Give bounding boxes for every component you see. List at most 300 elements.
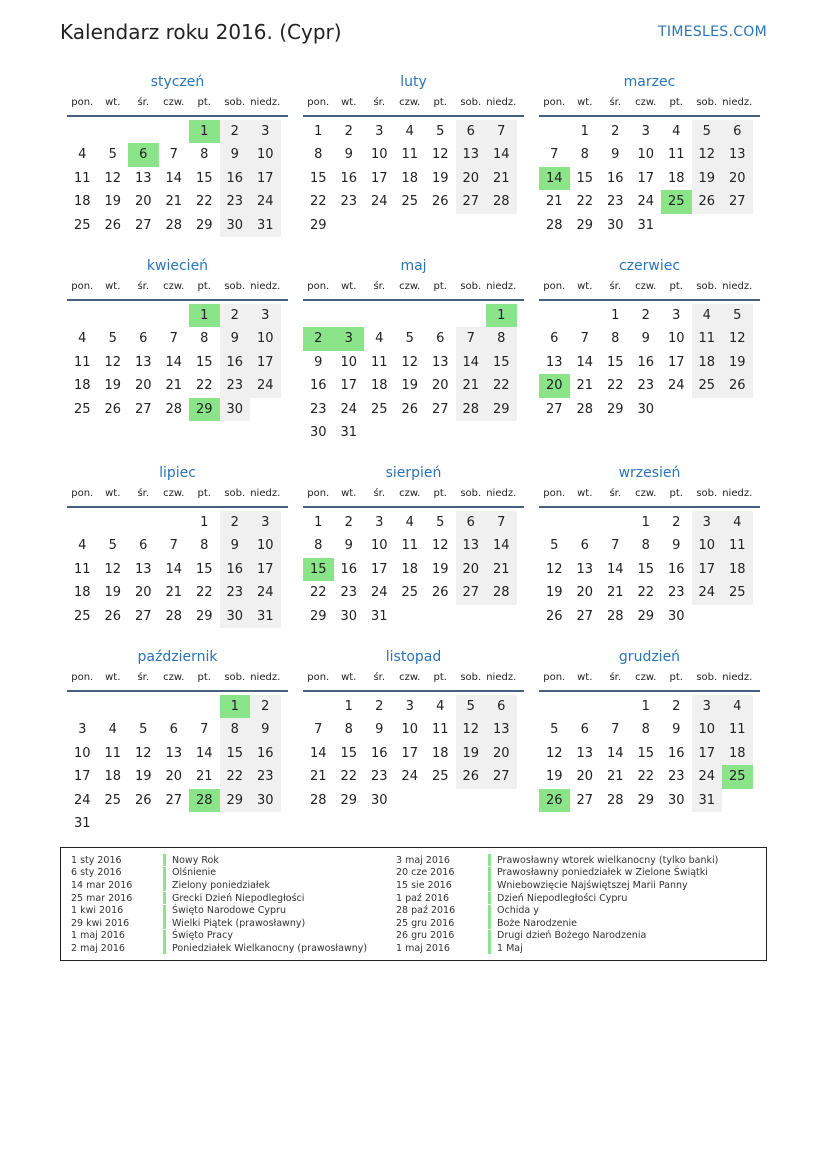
day-cell: 4 xyxy=(405,515,414,530)
day-cell: 8 xyxy=(200,331,209,347)
holiday-name: Wielki Piątek (prawosławny) xyxy=(172,917,306,929)
holiday-name: Wniebowzięcie Najświętszej Marii Panny xyxy=(497,879,688,891)
day-cell: 5 xyxy=(436,515,445,530)
day-cell: 9 xyxy=(220,143,251,166)
legend-row xyxy=(71,942,367,955)
day-cell: 22 xyxy=(195,378,213,394)
legend-row xyxy=(396,892,718,905)
day-cell: 10 xyxy=(667,331,685,347)
holiday-name: Drugi dzień Bożego Narodzenia xyxy=(497,930,647,942)
weekday-label: pon. xyxy=(71,672,94,683)
month-calendar xyxy=(539,463,760,628)
day-cell: 16 xyxy=(667,561,685,577)
day-cell: 11 xyxy=(401,538,419,554)
day-cell: 6 xyxy=(456,120,487,143)
day-cell: 11 xyxy=(431,722,449,738)
day-cell: 10 xyxy=(692,718,723,741)
day-cell: 14 xyxy=(576,354,594,370)
day-cell: 26 xyxy=(431,585,449,601)
day-cell: 27 xyxy=(456,190,487,213)
day-cell: 22 xyxy=(340,769,358,785)
day-cell: 23 xyxy=(309,401,327,417)
day-cell: 20 xyxy=(576,769,594,785)
empty-cell xyxy=(364,304,395,327)
day-cell: 13 xyxy=(165,745,183,761)
day-cell: 31 xyxy=(637,217,655,233)
weekday-label: pon. xyxy=(71,281,94,292)
day-cell: 18 xyxy=(722,742,753,765)
day-cell: 11 xyxy=(73,354,91,370)
day-cell: 29 xyxy=(220,789,251,812)
day-cell: 17 xyxy=(401,745,419,761)
day-cell: 28 xyxy=(606,608,624,624)
day-cell: 8 xyxy=(580,147,589,163)
holiday-name: Poniedziałek Wielkanocny (prawosławny) xyxy=(172,942,368,954)
day-cell: 1 xyxy=(344,699,353,714)
day-cell: 18 xyxy=(73,585,91,601)
legend-column-left xyxy=(71,854,367,955)
day-cell: 27 xyxy=(722,190,753,213)
day-cell: 24 xyxy=(250,190,281,213)
weekday-label: niedz. xyxy=(486,97,517,108)
day-cell: 4 xyxy=(436,699,445,714)
day-cell: 14 xyxy=(606,561,624,577)
weekday-label: czw. xyxy=(399,672,421,683)
day-cell: 14 xyxy=(606,745,624,761)
holiday-marker xyxy=(163,879,166,891)
day-cell: 7 xyxy=(169,147,178,163)
day-cell: 30 xyxy=(340,608,358,624)
weekday-label: niedz. xyxy=(486,281,517,292)
holiday-name: Prawosławny wtorek wielkanocny (tylko banki) xyxy=(497,854,719,866)
weekday-label: sob. xyxy=(224,672,246,683)
day-cell: 13 xyxy=(134,354,152,370)
day-cell: 21 xyxy=(606,769,624,785)
weekday-label: śr. xyxy=(373,97,386,108)
empty-cell xyxy=(570,304,601,327)
day-cell: 31 xyxy=(340,424,358,440)
weekday-label: pt. xyxy=(197,281,211,292)
month-calendar xyxy=(67,647,288,835)
day-cell: 5 xyxy=(550,722,559,738)
day-cell: 10 xyxy=(692,534,723,557)
legend-row xyxy=(71,930,367,943)
weekday-header xyxy=(303,487,524,508)
day-cell: 3 xyxy=(692,695,723,718)
empty-cell xyxy=(456,304,487,327)
weekday-label: wt. xyxy=(105,281,121,292)
day-cell: 15 xyxy=(195,561,213,577)
day-cell: 23 xyxy=(340,585,358,601)
day-cell: 22 xyxy=(195,585,213,601)
day-cell: 29 xyxy=(195,608,213,624)
day-cell: 23 xyxy=(340,194,358,210)
weekday-label: pt. xyxy=(433,672,447,683)
day-cell: 14 xyxy=(165,561,183,577)
holiday-day-cell: 6 xyxy=(128,143,159,166)
day-cell: 25 xyxy=(73,217,91,233)
page-title: Kalendarz roku 2016. (Cypr) xyxy=(60,20,342,44)
day-cell: 16 xyxy=(250,742,281,765)
day-cell: 14 xyxy=(195,745,213,761)
day-cell: 29 xyxy=(637,608,655,624)
empty-cell xyxy=(159,695,190,718)
day-cell: 30 xyxy=(309,424,327,440)
day-cell: 14 xyxy=(486,143,517,166)
holiday-marker xyxy=(163,854,166,866)
day-cell: 24 xyxy=(370,194,388,210)
day-cell: 25 xyxy=(104,792,122,808)
day-cell: 8 xyxy=(611,331,620,347)
weekday-label: pon. xyxy=(307,281,330,292)
day-cell: 14 xyxy=(486,534,517,557)
day-cell: 11 xyxy=(73,170,91,186)
weekday-label: czw. xyxy=(635,672,657,683)
day-cell: 2 xyxy=(375,699,384,714)
weekday-label: niedz. xyxy=(722,281,753,292)
day-cell: 22 xyxy=(309,194,327,210)
day-cell: 3 xyxy=(375,124,384,139)
day-cell: 7 xyxy=(580,331,589,347)
day-cell: 4 xyxy=(722,695,753,718)
site-logo[interactable]: TIMESLES.COM xyxy=(658,24,767,40)
month-name: sierpień xyxy=(385,465,442,481)
day-cell: 3 xyxy=(692,511,723,534)
holiday-date: 1 kwi 2016 xyxy=(71,905,124,917)
day-cell: 26 xyxy=(401,401,419,417)
day-cell: 19 xyxy=(545,769,563,785)
day-cell: 3 xyxy=(250,304,281,327)
day-cell: 24 xyxy=(667,378,685,394)
month-calendar xyxy=(539,647,760,812)
day-cell: 31 xyxy=(370,608,388,624)
day-cell: 12 xyxy=(692,143,723,166)
day-cell: 4 xyxy=(78,331,87,347)
holiday-day-cell: 20 xyxy=(539,374,570,397)
day-cell: 9 xyxy=(344,147,353,163)
weekday-header xyxy=(539,280,760,301)
day-cell: 6 xyxy=(580,722,589,738)
holiday-day-cell: 28 xyxy=(189,789,220,812)
empty-cell xyxy=(67,695,98,718)
day-cell: 17 xyxy=(370,170,388,186)
day-grid xyxy=(303,511,524,628)
day-cell: 9 xyxy=(344,538,353,554)
day-cell: 24 xyxy=(637,194,655,210)
month-calendar xyxy=(303,463,524,628)
day-cell: 30 xyxy=(370,792,388,808)
weekday-label: śr. xyxy=(373,281,386,292)
day-cell: 2 xyxy=(344,124,353,139)
day-cell: 2 xyxy=(220,304,251,327)
day-cell: 10 xyxy=(370,147,388,163)
weekday-label: niedz. xyxy=(486,672,517,683)
day-cell: 20 xyxy=(576,585,594,601)
day-cell: 10 xyxy=(401,722,419,738)
day-cell: 18 xyxy=(692,351,723,374)
day-cell: 10 xyxy=(250,143,281,166)
empty-cell xyxy=(67,304,98,327)
weekday-label: niedz. xyxy=(250,488,281,499)
weekday-label: wt. xyxy=(105,97,121,108)
day-cell: 12 xyxy=(456,718,487,741)
empty-cell xyxy=(425,304,456,327)
day-cell: 26 xyxy=(456,765,487,788)
holiday-name: Nowy Rok xyxy=(172,854,219,866)
weekday-header xyxy=(67,280,288,301)
weekday-label: wt. xyxy=(577,281,593,292)
day-grid xyxy=(539,695,760,812)
day-cell: 12 xyxy=(104,561,122,577)
day-cell: 19 xyxy=(692,167,723,190)
day-cell: 29 xyxy=(195,217,213,233)
holiday-marker xyxy=(488,879,491,891)
day-cell: 19 xyxy=(431,170,449,186)
day-cell: 26 xyxy=(431,194,449,210)
weekday-label: wt. xyxy=(341,488,357,499)
day-cell: 5 xyxy=(550,538,559,554)
day-cell: 28 xyxy=(165,608,183,624)
month-name: marzec xyxy=(623,74,676,90)
weekday-label: śr. xyxy=(137,281,150,292)
month-calendar xyxy=(539,256,760,421)
day-cell: 22 xyxy=(220,765,251,788)
day-cell: 22 xyxy=(637,585,655,601)
empty-cell xyxy=(539,304,570,327)
weekday-label: wt. xyxy=(341,281,357,292)
day-cell: 19 xyxy=(104,194,122,210)
empty-cell xyxy=(600,695,631,718)
day-cell: 13 xyxy=(576,745,594,761)
empty-cell xyxy=(159,304,190,327)
month-name: kwiecień xyxy=(146,258,209,274)
day-cell: 21 xyxy=(165,194,183,210)
day-cell: 29 xyxy=(486,398,517,421)
empty-cell xyxy=(303,304,334,327)
weekday-label: pt. xyxy=(669,281,683,292)
day-cell: 20 xyxy=(456,167,487,190)
day-cell: 18 xyxy=(401,561,419,577)
holiday-marker xyxy=(163,930,166,942)
empty-cell xyxy=(128,511,159,534)
empty-cell xyxy=(98,120,129,143)
day-cell: 7 xyxy=(169,331,178,347)
day-cell: 15 xyxy=(637,561,655,577)
day-cell: 7 xyxy=(486,120,517,143)
holiday-date: 3 maj 2016 xyxy=(396,854,450,866)
day-cell: 29 xyxy=(606,401,624,417)
day-cell: 5 xyxy=(456,695,487,718)
day-cell: 12 xyxy=(545,745,563,761)
weekday-label: czw. xyxy=(399,281,421,292)
day-cell: 26 xyxy=(692,190,723,213)
day-cell: 8 xyxy=(641,722,650,738)
day-cell: 14 xyxy=(165,170,183,186)
day-cell: 21 xyxy=(486,167,517,190)
holiday-marker xyxy=(488,892,491,904)
day-cell: 31 xyxy=(250,214,281,237)
holiday-marker xyxy=(488,942,491,954)
day-cell: 23 xyxy=(637,378,655,394)
day-cell: 13 xyxy=(134,170,152,186)
day-cell: 4 xyxy=(672,124,681,139)
day-cell: 17 xyxy=(250,167,281,190)
day-cell: 8 xyxy=(641,538,650,554)
day-cell: 19 xyxy=(722,351,753,374)
day-cell: 29 xyxy=(340,792,358,808)
day-cell: 2 xyxy=(611,124,620,139)
day-cell: 6 xyxy=(436,331,445,347)
day-cell: 22 xyxy=(195,194,213,210)
legend-row xyxy=(71,904,367,917)
day-cell: 19 xyxy=(545,585,563,601)
day-cell: 11 xyxy=(722,718,753,741)
empty-cell xyxy=(98,695,129,718)
day-cell: 30 xyxy=(667,608,685,624)
holiday-day-cell: 1 xyxy=(189,304,220,327)
day-cell: 21 xyxy=(576,378,594,394)
day-cell: 9 xyxy=(250,718,281,741)
day-cell: 16 xyxy=(340,561,358,577)
weekday-header xyxy=(539,487,760,508)
day-cell: 18 xyxy=(73,378,91,394)
day-cell: 23 xyxy=(667,585,685,601)
empty-cell xyxy=(539,120,570,143)
holiday-date: 1 maj 2016 xyxy=(71,930,125,942)
legend-row xyxy=(396,904,718,917)
legend-row xyxy=(396,942,718,955)
empty-cell xyxy=(539,695,570,718)
weekday-label: sob. xyxy=(460,281,482,292)
day-cell: 18 xyxy=(370,378,388,394)
day-cell: 20 xyxy=(722,167,753,190)
holiday-day-cell: 25 xyxy=(722,765,753,788)
day-cell: 25 xyxy=(722,581,753,604)
holiday-date: 6 sty 2016 xyxy=(71,867,122,879)
holiday-name: Święto Pracy xyxy=(172,930,233,942)
day-cell: 6 xyxy=(486,695,517,718)
day-cell: 24 xyxy=(73,792,91,808)
weekday-label: czw. xyxy=(399,97,421,108)
holiday-name: Prawosławny poniedziałek w Zielone Świątki xyxy=(497,867,708,879)
weekday-label: pon. xyxy=(543,488,566,499)
holiday-marker xyxy=(488,930,491,942)
day-cell: 4 xyxy=(375,331,384,347)
weekday-label: czw. xyxy=(399,488,421,499)
holiday-name: Święto Narodowe Cypru xyxy=(172,905,286,917)
day-cell: 5 xyxy=(108,538,117,554)
day-cell: 19 xyxy=(431,561,449,577)
day-grid xyxy=(303,120,524,237)
weekday-label: pon. xyxy=(307,672,330,683)
day-cell: 4 xyxy=(405,124,414,139)
day-cell: 3 xyxy=(250,120,281,143)
day-cell: 27 xyxy=(134,608,152,624)
day-cell: 23 xyxy=(370,769,388,785)
day-grid xyxy=(67,511,288,628)
day-cell: 7 xyxy=(200,722,209,738)
day-cell: 15 xyxy=(486,351,517,374)
day-cell: 22 xyxy=(309,585,327,601)
day-cell: 21 xyxy=(486,558,517,581)
weekday-label: sob. xyxy=(696,281,718,292)
day-cell: 28 xyxy=(165,401,183,417)
weekday-label: śr. xyxy=(609,97,622,108)
day-cell: 19 xyxy=(401,378,419,394)
weekday-label: sob. xyxy=(696,488,718,499)
holiday-name: Olśnienie xyxy=(172,867,217,879)
day-cell: 5 xyxy=(405,331,414,347)
day-cell: 11 xyxy=(401,147,419,163)
day-cell: 18 xyxy=(73,194,91,210)
day-cell: 23 xyxy=(220,190,251,213)
day-cell: 30 xyxy=(220,398,251,421)
day-cell: 1 xyxy=(314,515,323,530)
weekday-label: pt. xyxy=(197,97,211,108)
weekday-header xyxy=(539,96,760,117)
day-cell: 9 xyxy=(641,331,650,347)
day-cell: 5 xyxy=(436,124,445,139)
day-cell: 21 xyxy=(195,769,213,785)
weekday-label: niedz. xyxy=(722,488,753,499)
month-name: czerwiec xyxy=(618,258,681,274)
day-cell: 21 xyxy=(309,769,327,785)
empty-cell xyxy=(98,304,129,327)
weekday-label: śr. xyxy=(137,97,150,108)
day-cell: 27 xyxy=(576,608,594,624)
day-cell: 7 xyxy=(169,538,178,554)
legend-row xyxy=(71,917,367,930)
weekday-label: czw. xyxy=(635,488,657,499)
day-cell: 23 xyxy=(220,581,251,604)
day-cell: 17 xyxy=(250,351,281,374)
holiday-name: 1 Maj xyxy=(497,942,523,954)
legend-row xyxy=(71,879,367,892)
day-cell: 13 xyxy=(431,354,449,370)
holiday-marker xyxy=(488,905,491,917)
day-cell: 28 xyxy=(486,581,517,604)
day-cell: 13 xyxy=(456,143,487,166)
month-calendar xyxy=(67,256,288,421)
day-cell: 12 xyxy=(401,354,419,370)
day-cell: 17 xyxy=(637,170,655,186)
holiday-date: 26 gru 2016 xyxy=(396,930,455,942)
day-cell: 10 xyxy=(370,538,388,554)
day-cell: 14 xyxy=(309,745,327,761)
day-cell: 26 xyxy=(104,217,122,233)
weekday-header xyxy=(303,671,524,692)
day-cell: 24 xyxy=(692,765,723,788)
day-cell: 28 xyxy=(486,190,517,213)
month-calendar xyxy=(67,72,288,237)
day-grid xyxy=(67,120,288,237)
weekday-label: sob. xyxy=(696,672,718,683)
day-cell: 30 xyxy=(250,789,281,812)
day-cell: 20 xyxy=(486,742,517,765)
day-cell: 12 xyxy=(545,561,563,577)
empty-cell xyxy=(303,695,334,718)
day-cell: 3 xyxy=(78,722,87,738)
day-cell: 28 xyxy=(165,217,183,233)
day-cell: 26 xyxy=(545,608,563,624)
empty-cell xyxy=(570,695,601,718)
day-cell: 10 xyxy=(250,327,281,350)
day-cell: 11 xyxy=(722,534,753,557)
day-cell: 30 xyxy=(606,217,624,233)
day-cell: 3 xyxy=(375,515,384,530)
day-cell: 24 xyxy=(250,581,281,604)
day-cell: 27 xyxy=(134,217,152,233)
